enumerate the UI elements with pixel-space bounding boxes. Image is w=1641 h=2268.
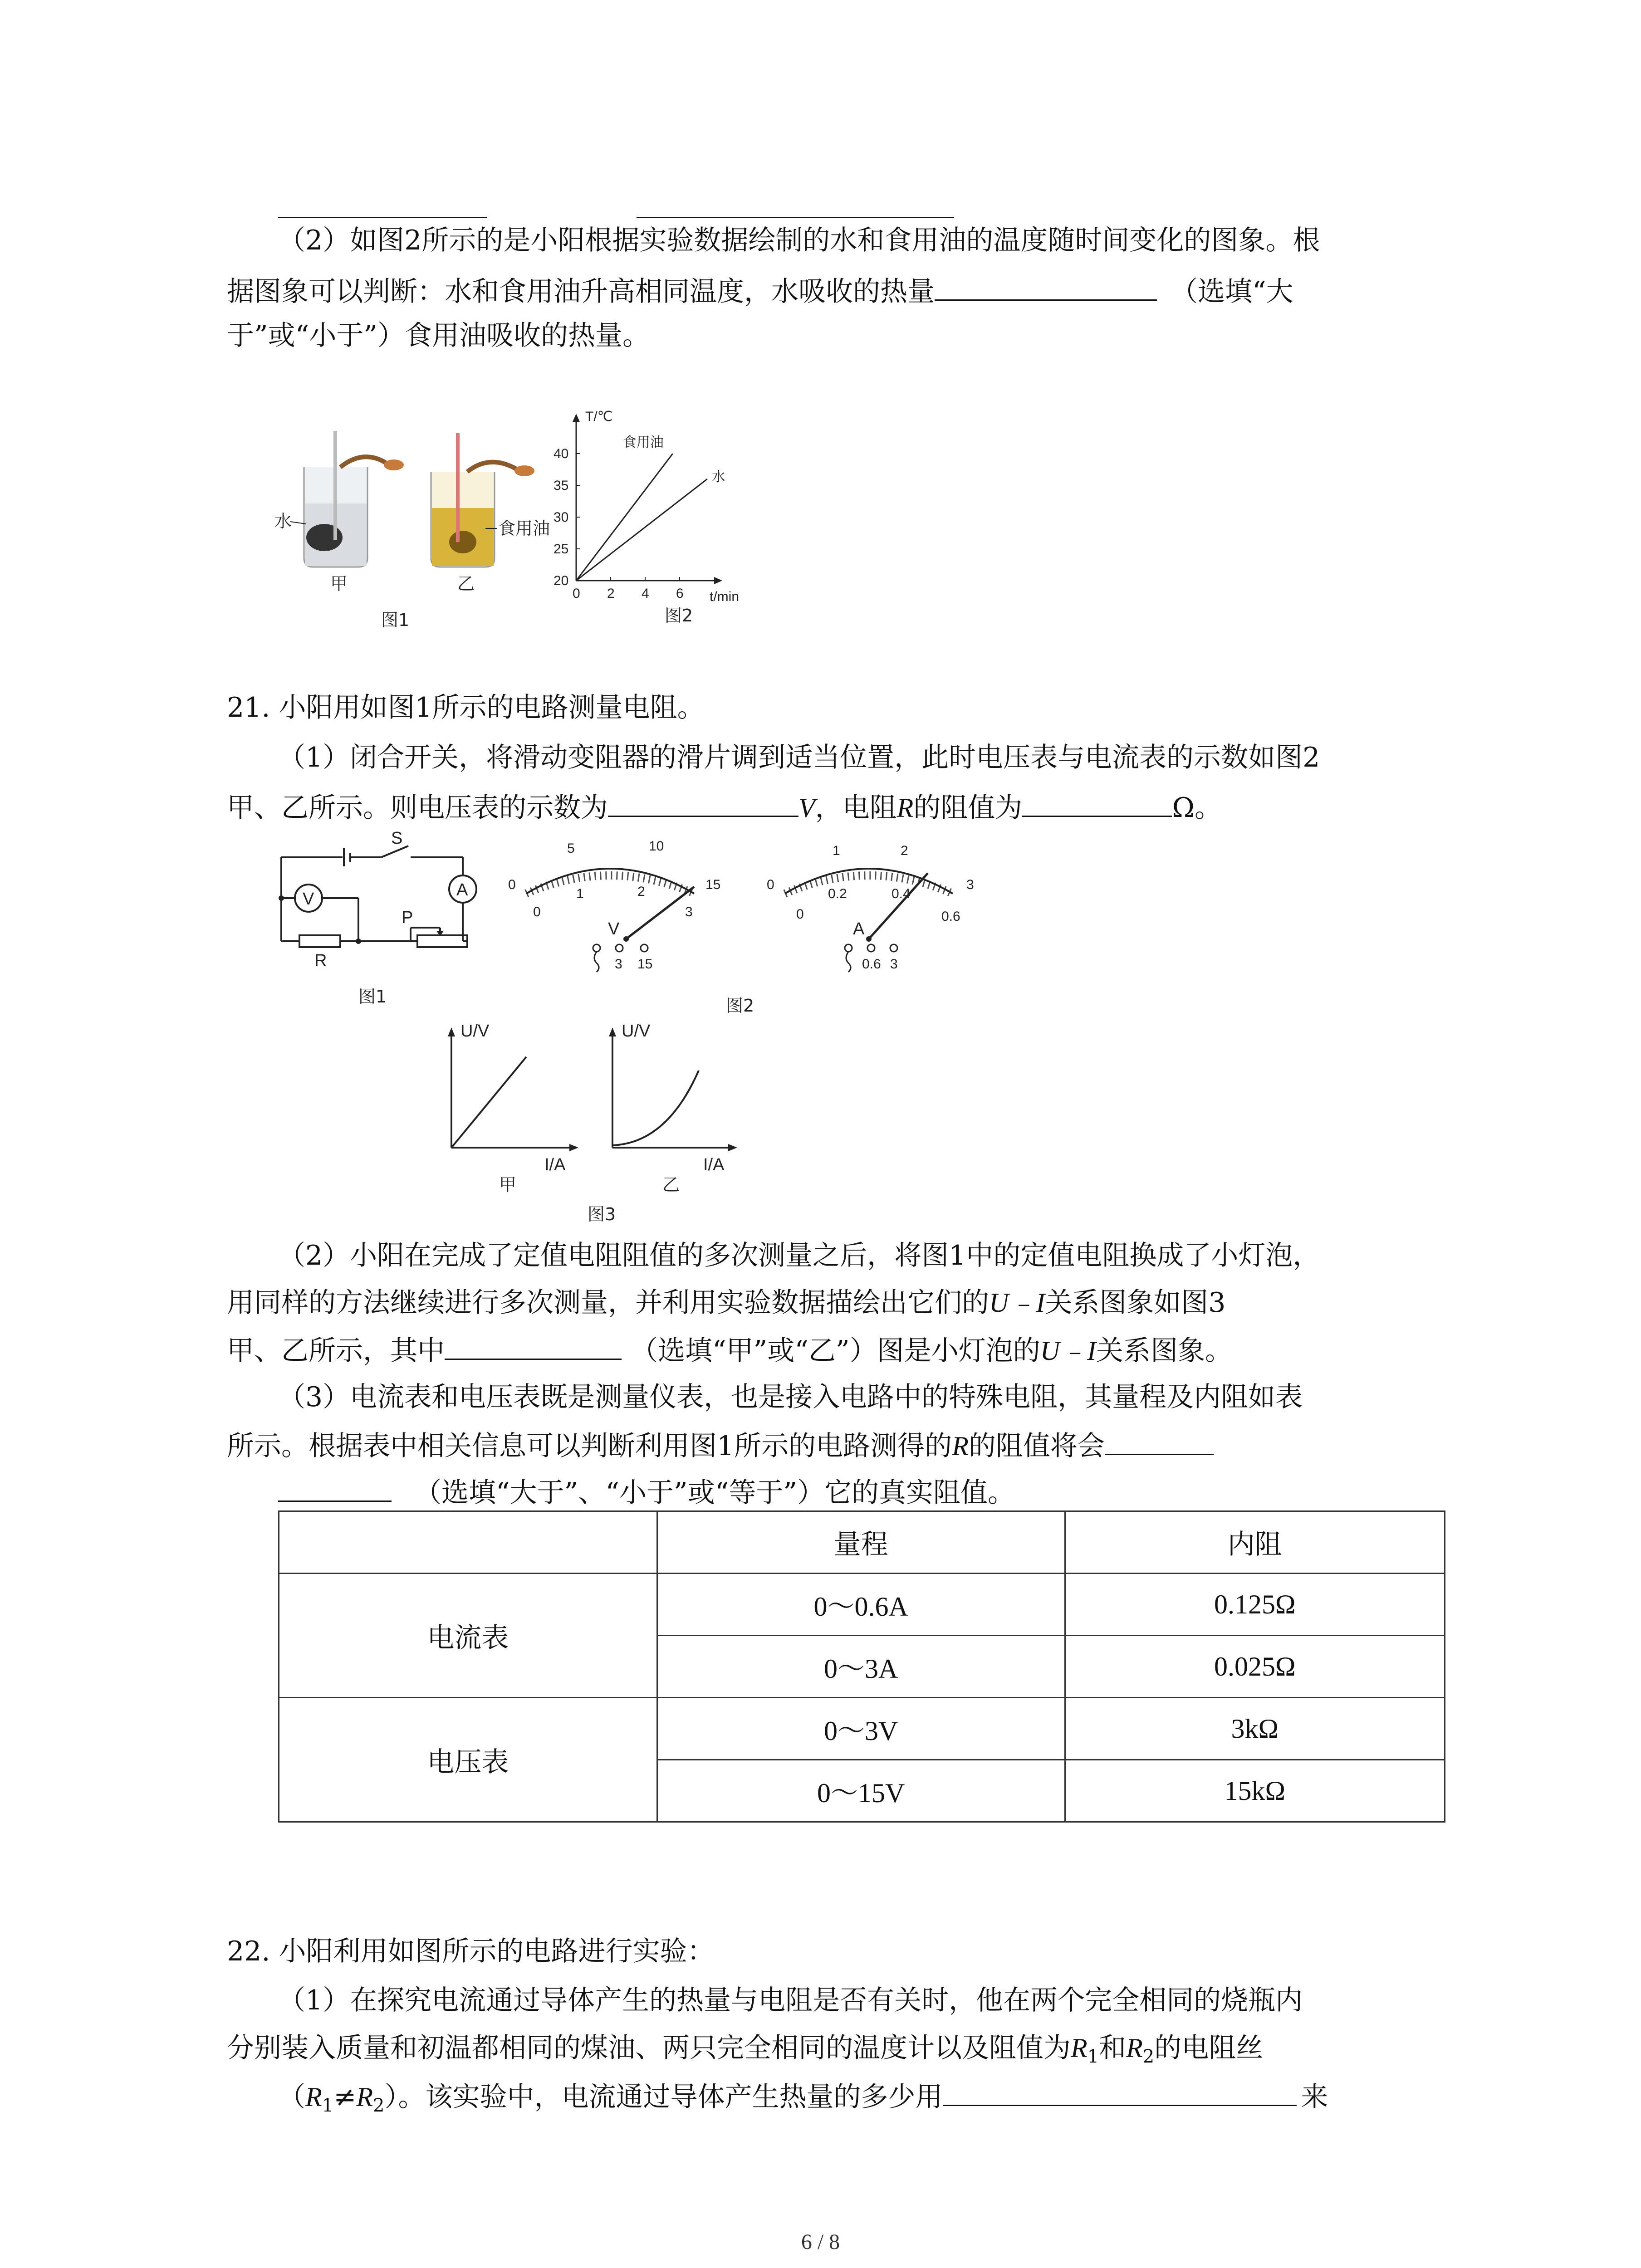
ammeter-terminal-06: 0.6: [862, 957, 881, 972]
q21-p1-line2b: ，电阻: [815, 792, 897, 824]
table-cell-ammeter: 电流表: [279, 1574, 657, 1698]
q21-p1-line2c: 的阻值为: [913, 792, 1023, 824]
q21-fig3-graphs: [431, 1012, 771, 1229]
q22-p1-line1: （1）在探究电流通过导体产生的热量与电阻是否有关时，他在两个完全相同的烧瓶内: [278, 1984, 1303, 2016]
q21-fig3-yi-ylabel: U/V: [622, 1022, 651, 1041]
table-cell-range: 0～3A: [657, 1636, 1065, 1698]
x-tick-label: 0: [573, 586, 580, 601]
q22-r2: R: [1126, 2033, 1143, 2063]
answer-blank-prev-1: [278, 217, 487, 218]
ammeter-dial: [785, 869, 953, 942]
q22-p1-line2: [227, 2030, 1263, 2075]
voltmeter-bottom-tick-0: 0: [533, 904, 541, 919]
q21-p2-line2b: 关系图象如图3: [1045, 1287, 1226, 1319]
q21-p3-line1: （3）电流表和电压表既是测量仪表，也是接入电路中的特殊电阻，其量程及内阻如表: [278, 1381, 1303, 1413]
table-row: [279, 1698, 1445, 1760]
q20-p2-line1: （2）如图2所示的是小阳根据实验数据绘制的水和食用油的温度随时间变化的图象。根: [278, 225, 1320, 256]
q21-unit-v: V: [798, 793, 815, 823]
q21-fig1-ammeter-label: A: [456, 880, 468, 899]
q21-p1-line2: [227, 788, 1222, 826]
page-number: 6 / 8: [801, 2230, 840, 2254]
table-header-resistance: 内阻: [1065, 1511, 1445, 1574]
q21-fig1-p-label: P: [402, 908, 413, 927]
ammeter-top-tick-1: 1: [833, 843, 840, 858]
q21-p2-line3a: 甲、乙所示，其中: [227, 1335, 445, 1367]
y-axis-label: T/℃: [585, 409, 613, 424]
ammeter-terminal-3: 3: [890, 957, 898, 972]
q20-p2-line3: 于”或“小于”）食用油吸收的热量。: [227, 320, 650, 352]
y-tick-label: 35: [554, 478, 569, 493]
q21-fig3-jia-ylabel: U/V: [460, 1022, 490, 1041]
q21-p3-line2a: 所示。根据表中相关信息可以判断利用图1所示的电路测得的: [227, 1430, 952, 1462]
q22-p1-line3c: 来: [1301, 2081, 1328, 2113]
voltmeter-terminal-15: 15: [637, 957, 653, 972]
q21-voltage-blank[interactable]: [608, 788, 798, 817]
ammeter-bottom-tick-1: 0.2: [828, 886, 847, 901]
q21-p3-line3-text: （选填“大于”、“小于”或“等于”）它的真实阻值。: [414, 1477, 1015, 1509]
q21-p2-ui-2: U﹣I: [1040, 1336, 1097, 1366]
q21-p3-line3: [278, 1473, 1015, 1511]
voltmeter-bottom-tick-2: 2: [637, 884, 645, 899]
table-cell-range: 0～3V: [657, 1698, 1065, 1760]
x-tick-label: 4: [642, 586, 649, 601]
ammeter-bottom-tick-2: 0.4: [892, 886, 911, 901]
q22-r2-sub: 2: [1142, 2046, 1155, 2067]
q22-r1-sub: 1: [1087, 2046, 1099, 2067]
q21-fig1-caption: 图1: [358, 987, 387, 1007]
y-tick-label: 30: [554, 510, 569, 525]
q21-fig3-yi: 乙: [662, 1175, 680, 1195]
q21-fig3-jia: 甲: [499, 1175, 517, 1195]
ammeter-bottom-tick-0: 0: [796, 907, 804, 922]
ammeter-top-tick-0: 0: [767, 877, 774, 892]
x-tick-label: 6: [676, 586, 684, 601]
q20-fig2-caption: 图2: [665, 606, 693, 626]
q20-fig1-caption: 图1: [381, 610, 410, 630]
q21-fig1-switch-label: S: [391, 830, 403, 848]
q21-title: 21. 小阳用如图1所示的电路测量电阻。: [227, 692, 705, 723]
q20-answer-blank[interactable]: [935, 272, 1157, 301]
q22-title: 22. 小阳利用如图所示的电路进行实验：: [227, 1936, 715, 1967]
voltmeter-top-tick-0: 0: [508, 877, 516, 892]
q22-neq: ≠: [333, 2081, 357, 2113]
q21-fig1-r-label: R: [314, 951, 327, 970]
q22-r2-b: R: [356, 2082, 373, 2112]
q22-p1-line3b: ）。该实验中，电流通过导体产生热量的多少用: [384, 2081, 943, 2113]
y-tick-label: 20: [554, 573, 569, 588]
ammeter-bottom-tick-3: 0.6: [941, 909, 960, 924]
ammeter-symbol: A: [853, 919, 865, 938]
q20-p2-line2a: 据图象可以判断：水和食用油升高相同温度，水吸收的热量: [227, 276, 935, 308]
q22-p1-line3: [278, 2077, 1328, 2124]
table-cell-resistance: 0.025Ω: [1065, 1636, 1445, 1698]
y-tick-label: 40: [554, 446, 569, 461]
q21-compare-blank-part2[interactable]: [278, 1473, 392, 1502]
q21-p2-line1: （2）小阳在完成了定值电阻阻值的多次测量之后，将图1中的定值电阻换成了小灯泡，: [278, 1240, 1320, 1271]
table-header-range: 量程: [657, 1511, 1065, 1574]
voltmeter-terminal-3: 3: [615, 957, 622, 972]
q20-fig1-yi: 乙: [457, 574, 475, 594]
y-axis-arrow: [573, 414, 580, 422]
q22-r1-b: R: [305, 2082, 322, 2112]
q22-r2-sub-b: 2: [373, 2095, 385, 2116]
q22-r1: R: [1071, 2033, 1087, 2063]
q20-p2-line2: [227, 272, 1293, 310]
q20-fig1-water-label: 水: [274, 511, 292, 531]
table-cell-range: 0～0.6A: [657, 1574, 1065, 1636]
q20-fig1-jia: 甲: [330, 574, 348, 594]
series-label: 食用油: [622, 435, 664, 450]
q22-answer-blank[interactable]: [943, 2077, 1297, 2106]
voltmeter-symbol: V: [608, 919, 620, 938]
q21-p3-var-r: R: [952, 1431, 969, 1461]
q20-fig1-oil-label: 食用油: [498, 518, 550, 538]
voltmeter-top-tick-1: 5: [567, 841, 575, 856]
q21-p1-line2a: 甲、乙所示。则电压表的示数为: [227, 792, 608, 824]
q21-p1-line1: （1）闭合开关，将滑动变阻器的滑片调到适当位置，此时电压表与电流表的示数如图2: [278, 742, 1320, 773]
q21-p2-line3b: （选填“甲”或“乙”）图是小灯泡的: [631, 1335, 1040, 1367]
voltmeter-bottom-tick-3: 3: [685, 904, 693, 919]
q21-unit-ohm: Ω。: [1172, 792, 1222, 824]
q21-fig2-caption: 图2: [726, 996, 754, 1016]
q22-r1-sub-b: 1: [322, 2095, 334, 2116]
q21-fig2-meters: [499, 826, 1021, 1016]
table-cell-voltmeter: 电压表: [279, 1698, 657, 1822]
q21-fig1-circuit: [272, 830, 508, 1012]
q21-fig3-yi-xlabel: I/A: [703, 1155, 725, 1174]
ammeter-top-tick-3: 3: [966, 877, 974, 892]
ammeter-top-tick-2: 2: [901, 843, 908, 858]
q21-p2-line2a: 用同样的方法继续进行多次测量，并利用实验数据描绘出它们的: [227, 1287, 989, 1319]
meter-spec-table: [278, 1510, 1445, 1823]
q21-fig3-jia-xlabel: I/A: [544, 1155, 566, 1174]
table-header-row: [279, 1511, 1445, 1574]
table-header-empty: [279, 1511, 657, 1574]
q20-p2-line2b: （选填“大: [1171, 276, 1293, 308]
q22-p1-line3a: （: [278, 2081, 305, 2113]
series-label: 水: [711, 469, 725, 484]
x-axis-arrow: [714, 577, 722, 584]
q21-p3-line2b: 的阻值将会: [968, 1430, 1105, 1462]
table-row: [279, 1574, 1445, 1636]
q22-p1-line2a: 分别装入质量和初温都相同的煤油、两只完全相同的温度计以及阻值为: [227, 2032, 1071, 2064]
q20-fig2-chart: [540, 408, 830, 635]
table-cell-resistance: 15kΩ: [1065, 1760, 1445, 1822]
q21-p2-line3: [227, 1331, 1232, 1369]
table-cell-resistance: 0.125Ω: [1065, 1574, 1445, 1636]
q22-p1-line2b: 的电阻丝: [1154, 2032, 1264, 2064]
q21-var-r: R: [896, 793, 914, 823]
q21-p2-line2: [227, 1285, 1226, 1321]
q21-fig1-voltmeter-label: V: [303, 890, 314, 909]
q21-p3-line2: [227, 1427, 1214, 1464]
q21-fig3-caption: 图3: [588, 1204, 616, 1224]
q21-p2-ui: U﹣I: [989, 1288, 1045, 1318]
q22-and: 和: [1099, 2032, 1127, 2064]
q21-resistance-blank[interactable]: [1022, 788, 1172, 817]
x-axis-label: t/min: [710, 589, 740, 604]
q21-p2-line3c: 关系图象。: [1096, 1335, 1233, 1367]
x-tick-label: 2: [607, 586, 615, 601]
voltmeter-top-tick-3: 15: [705, 877, 721, 892]
q20-fig1-beakers: [272, 422, 581, 640]
voltmeter-bottom-tick-1: 1: [576, 886, 584, 901]
y-tick-label: 25: [554, 542, 569, 557]
q21-graph-choice-blank[interactable]: [445, 1331, 622, 1360]
answer-blank-prev-2: [637, 217, 954, 218]
voltmeter-top-tick-2: 10: [649, 839, 664, 854]
table-cell-resistance: 3kΩ: [1065, 1698, 1445, 1760]
table-cell-range: 0～15V: [657, 1760, 1065, 1822]
q21-compare-blank-part1[interactable]: [1105, 1427, 1214, 1455]
